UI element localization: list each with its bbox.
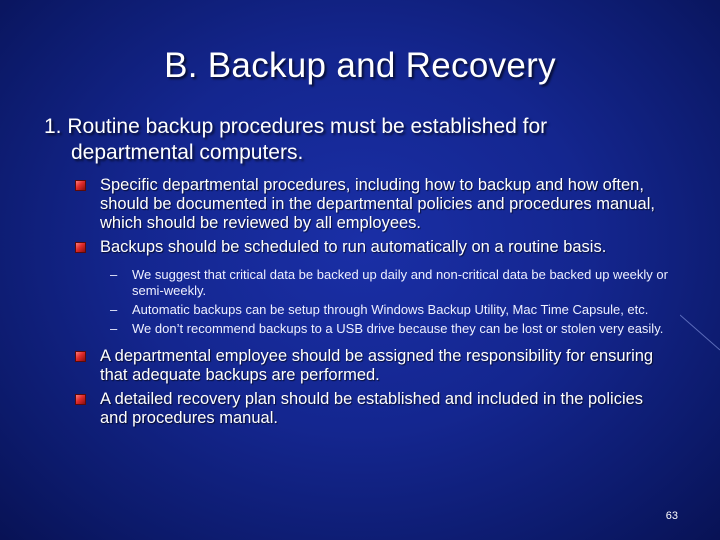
- sub-bullet-list: [72, 267, 672, 337]
- bullet-item: [72, 347, 672, 385]
- slide-title: B. Backup and Recovery: [164, 46, 556, 85]
- point-text-line1: Routine backup procedures must be established for: [67, 115, 548, 138]
- point-number: 1.: [44, 115, 62, 138]
- bullet-item: [72, 390, 672, 428]
- bullet-text: Specific departmental procedures, including how to backup and how often, should be documented in the departmental policies and procedures manual, which should be reviewed by all employees.: [100, 176, 655, 232]
- square-bullet-icon: [75, 180, 86, 191]
- page-number: 63: [665, 510, 678, 522]
- bullet-text: Backups should be scheduled to run automatically on a routine basis.: [100, 238, 607, 256]
- bullet-text: A detailed recovery plan should be established and included in the policies and procedures manual.: [100, 390, 644, 427]
- dash-bullet: –: [110, 302, 118, 317]
- dash-bullet: –: [110, 321, 118, 336]
- square-bullet-icon: [75, 242, 86, 253]
- bullet-item: [72, 238, 672, 257]
- bullet-item: [72, 176, 672, 233]
- square-bullet-icon: [75, 351, 86, 362]
- sub-bullet-text: We don’t recommend backups to a USB drive because they can be lost or stolen very easily.: [132, 321, 664, 336]
- bullet-list: [72, 176, 672, 428]
- square-bullet-icon: [75, 394, 86, 405]
- sub-bullet-text: Automatic backups can be setup through Windows Backup Utility, Mac Time Capsule, etc.: [132, 302, 649, 317]
- sub-bullet-item: [72, 267, 674, 299]
- sub-bullet-text: We suggest that critical data be backed up daily and non-critical data be backed up weekly or semi-weekly.: [132, 267, 668, 298]
- point-text-line2: departmental computers.: [71, 141, 304, 164]
- dash-bullet: –: [110, 267, 118, 282]
- sub-bullet-item: [72, 302, 674, 318]
- decorative-line: [680, 300, 720, 360]
- bullet-text: A departmental employee should be assigned the responsibility for ensuring that adequate backups are performed.: [100, 347, 654, 384]
- numbered-point: [44, 114, 684, 166]
- sub-bullet-item: [72, 321, 674, 337]
